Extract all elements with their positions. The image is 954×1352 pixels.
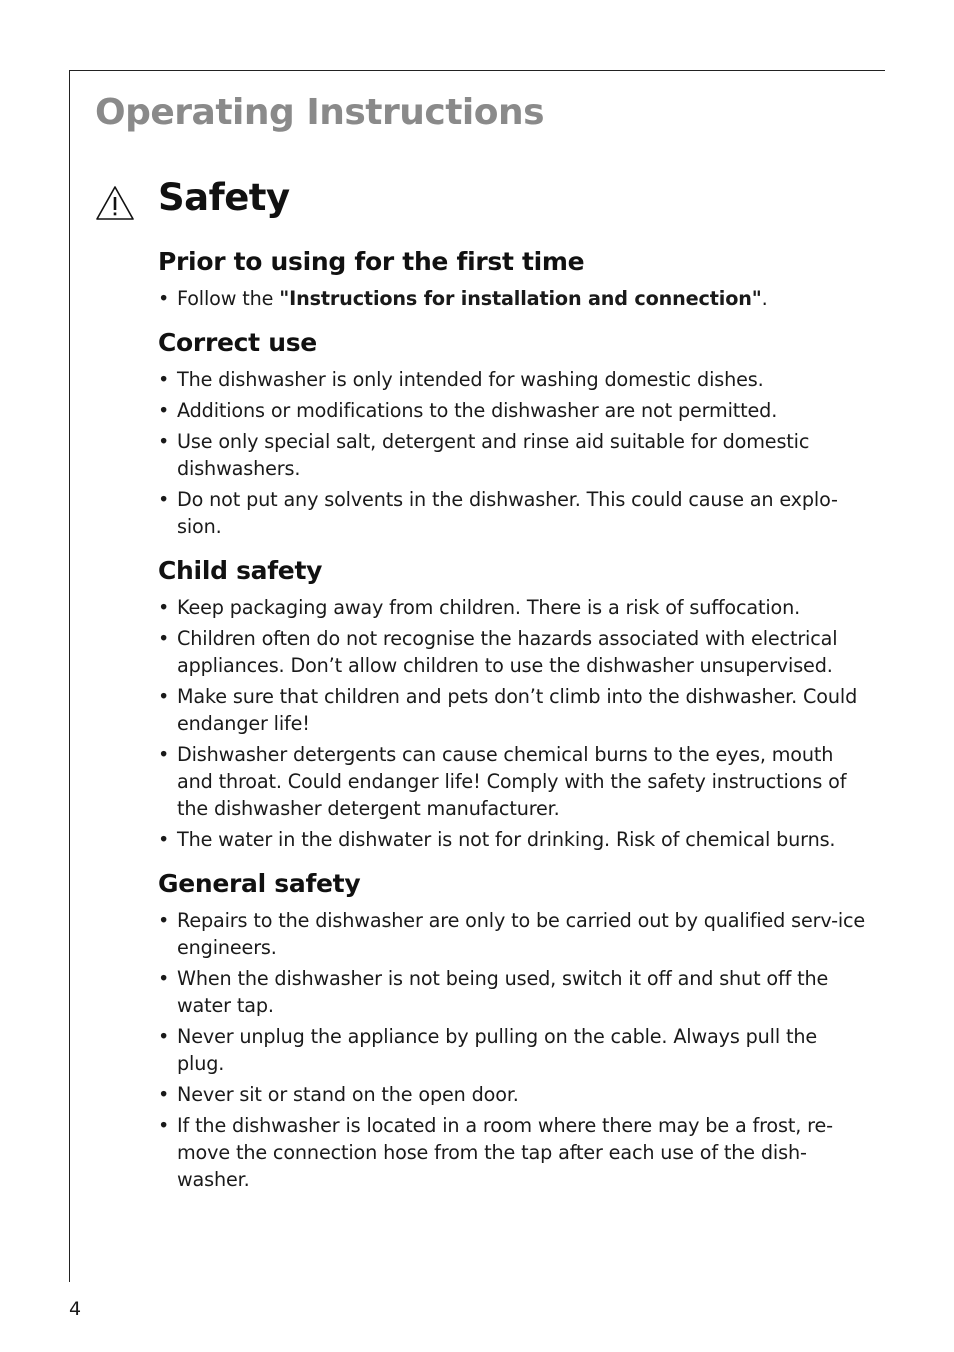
- top-rule: [69, 70, 885, 71]
- list-item: • Never sit or stand on the open door.: [158, 1081, 868, 1108]
- list-item: • Additions or modifications to the dishwasher are not permitted.: [158, 397, 868, 424]
- child-safety-section: [158, 552, 868, 853]
- list-item: • Use only special salt, detergent and rinse aid suitable for domestic dishwashers.: [158, 428, 868, 482]
- list-item: • If the dishwasher is located in a room where there may be a frost, re-move the connection hose from the tap after each use of the dish-washer.: [158, 1112, 868, 1193]
- child-safety-list: [158, 594, 868, 853]
- correct-use-list: [158, 366, 868, 540]
- left-rule: [69, 70, 70, 1282]
- list-item: • Children often do not recognise the hazards associated with electrical appliances. Don’t allow children to use the dishwasher unsupervised.: [158, 625, 868, 679]
- prior-heading: Prior to using for the first time: [158, 247, 585, 276]
- list-item: • Make sure that children and pets don’t climb into the dishwasher. Could endanger life!: [158, 683, 868, 737]
- content: [158, 243, 868, 1205]
- correct-use-heading: Correct use: [158, 328, 317, 357]
- list-item: • The water in the dishwater is not for drinking. Risk of chemical burns.: [158, 826, 868, 853]
- prior-list: [158, 285, 868, 312]
- general-safety-heading: General safety: [158, 869, 361, 898]
- list-item: • The dishwasher is only intended for washing domestic dishes.: [158, 366, 868, 393]
- list-item: • Keep packaging away from children. There is a risk of suffocation.: [158, 594, 868, 621]
- child-safety-heading: Child safety: [158, 556, 323, 585]
- warning-triangle-icon: [95, 185, 135, 221]
- list-item: [158, 285, 868, 312]
- prior-prefix: Follow the: [177, 287, 280, 310]
- list-item: • Do not put any solvents in the dishwasher. This could cause an explo-sion.: [158, 486, 868, 540]
- list-item: • Never unplug the appliance by pulling on the cable. Always pull the plug.: [158, 1023, 868, 1077]
- list-item: • Repairs to the dishwasher are only to be carried out by qualified serv-ice engineers.: [158, 907, 868, 961]
- prior-section: [158, 243, 868, 312]
- general-safety-list: [158, 907, 868, 1193]
- section-title: Safety: [158, 176, 290, 219]
- prior-suffix: .: [761, 287, 768, 310]
- correct-use-section: [158, 324, 868, 540]
- page-number: 4: [69, 1298, 82, 1320]
- page-title: Operating Instructions: [95, 92, 545, 133]
- list-item: • Dishwasher detergents can cause chemical burns to the eyes, mouth and throat. Could endanger life! Comply with the safety instructions of the dishwasher detergent manufacturer.: [158, 741, 868, 822]
- general-safety-section: [158, 865, 868, 1193]
- list-item: • When the dishwasher is not being used, switch it off and shut off the water tap.: [158, 965, 868, 1019]
- prior-bold-title: "Instructions for installation and connection": [279, 287, 762, 310]
